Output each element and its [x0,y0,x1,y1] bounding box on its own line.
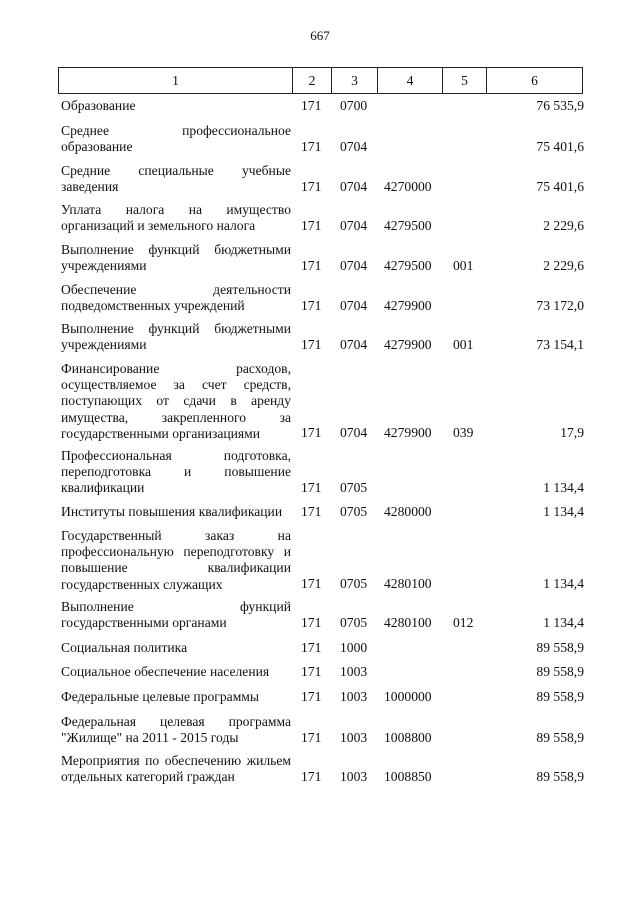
row-name: Выполнение функций бюджетными учреждениями [61,242,291,274]
row-c6: 89 558,9 [536,664,584,679]
row-c2: 171 [301,640,322,655]
row-name: Федеральные целевые программы [61,689,260,704]
header-col-4: 4 [377,68,442,93]
row-c2: 171 [301,730,322,745]
row-c3: 0704 [340,179,368,194]
row-c3: 0704 [340,258,368,273]
row-name: Обеспечение деятельности подведомственных учреждений [61,282,291,314]
row-c4: 1008850 [384,769,432,784]
row-name: Среднее профессиональное образование [61,123,291,155]
row-c3: 0704 [340,337,368,352]
row-c4: 1008800 [384,730,432,745]
header-col-6: 6 [486,68,582,93]
row-c6: 89 558,9 [536,730,584,745]
row-c2: 171 [301,480,322,495]
row-c2: 171 [301,769,322,784]
row-c6: 89 558,9 [536,769,584,784]
row-c2: 171 [301,576,322,591]
row-c6: 1 134,4 [543,615,584,630]
row-c6: 17,9 [560,425,584,440]
row-c5: 001 [453,337,474,352]
row-c6: 1 134,4 [543,576,584,591]
row-c4: 4279500 [384,218,432,233]
row-c6: 75 401,6 [536,179,584,194]
row-c3: 1003 [340,730,368,745]
row-c5: 039 [453,425,474,440]
row-name: Социальное обеспечение населения [61,664,270,679]
row-c5: 001 [453,258,474,273]
row-c6: 89 558,9 [536,689,584,704]
row-c4: 1000000 [384,689,432,704]
row-name: Государственный заказ на профессиональную переподготовку и повышение квалификации государственных служащих [61,528,291,592]
row-c6: 89 558,9 [536,640,584,655]
row-c2: 171 [301,664,322,679]
row-c6: 73 154,1 [536,337,584,352]
row-c6: 73 172,0 [536,298,584,313]
row-name: Средние специальные учебные заведения [61,163,291,195]
row-name: Социальная политика [61,640,188,655]
row-name: Финансирование расходов, осуществляемое за счет средств, поступающих от сдачи в аренду имущества, закрепленного за государственными организациями [61,361,291,441]
row-c2: 171 [301,98,322,113]
row-name: Федеральная целевая программа "Жилище" на 2011 - 2015 годы [61,714,291,746]
row-c6: 1 134,4 [543,480,584,495]
row-name: Образование [61,98,136,113]
row-c2: 171 [301,337,322,352]
row-c3: 0705 [340,615,368,630]
row-c6: 1 134,4 [543,504,584,519]
row-c2: 171 [301,179,322,194]
table-header [58,67,583,94]
row-c3: 1000 [340,640,368,655]
header-col-2: 2 [292,68,331,93]
row-c3: 0704 [340,298,368,313]
row-c3: 0704 [340,139,368,154]
page-number: 667 [310,28,330,43]
row-c2: 171 [301,425,322,440]
row-name: Профессиональная подготовка, переподготовка и повышение квалификации [61,448,291,496]
header-col-1: 1 [172,73,179,88]
row-c2: 171 [301,139,322,154]
row-c6: 75 401,6 [536,139,584,154]
row-c4: 4280100 [384,576,432,591]
row-c6: 76 535,9 [536,98,584,113]
row-name: Уплата налога на имущество организаций и земельного налога [61,202,291,234]
row-c2: 171 [301,258,322,273]
row-c4: 4279900 [384,298,432,313]
row-name: Выполнение функций государственными органами [61,599,291,631]
row-c5: 012 [453,615,474,630]
row-c4: 4279900 [384,425,432,440]
row-c6: 2 229,6 [543,258,584,273]
row-c3: 1003 [340,689,368,704]
row-name: Мероприятия по обеспечению жильем отдельных категорий граждан [61,753,291,785]
row-c4: 4280100 [384,615,432,630]
row-c2: 171 [301,689,322,704]
row-c3: 0705 [340,480,368,495]
row-c3: 0700 [340,98,368,113]
row-c3: 0704 [340,425,368,440]
row-c2: 171 [301,218,322,233]
row-c4: 4279500 [384,258,432,273]
row-c6: 2 229,6 [543,218,584,233]
row-c3: 0705 [340,504,368,519]
row-c4: 4270000 [384,179,432,194]
row-c3: 0705 [340,576,368,591]
row-name: Институты повышения квалификации [61,504,283,519]
row-c2: 171 [301,504,322,519]
row-c4: 4280000 [384,504,432,519]
row-c3: 1003 [340,664,368,679]
row-c3: 1003 [340,769,368,784]
header-col-3: 3 [331,68,377,93]
row-c2: 171 [301,298,322,313]
row-c3: 0704 [340,218,368,233]
row-name: Выполнение функций бюджетными учреждениями [61,321,291,353]
row-c4: 4279900 [384,337,432,352]
row-c2: 171 [301,615,322,630]
header-col-5: 5 [442,68,486,93]
